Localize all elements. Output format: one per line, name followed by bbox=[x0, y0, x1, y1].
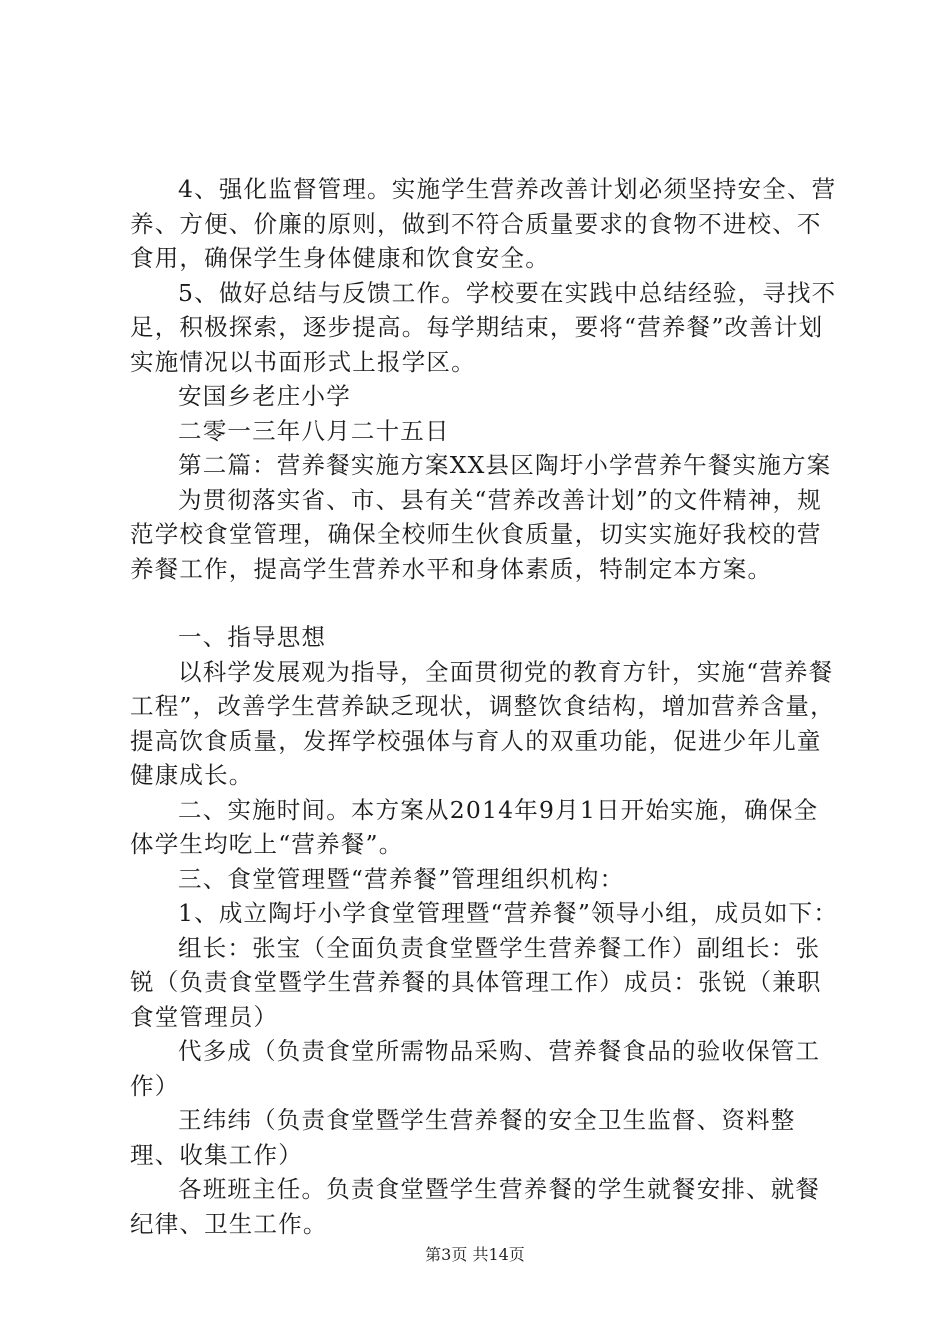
paragraph-class-teachers: 各班班主任。负责食堂暨学生营养餐的学生就餐安排、就餐纪律、卫生工作。 bbox=[130, 1175, 821, 1238]
paragraph-school-signature: 安国乡老庄小学 bbox=[178, 382, 351, 410]
page-footer bbox=[0, 1242, 950, 1265]
paragraph-section-two-title: 第二篇：营养餐实施方案XX县区陶圩小学营养午餐实施方案 bbox=[178, 451, 832, 479]
heading-organization: 三、食堂管理暨“营养餐”管理组织机构： bbox=[178, 864, 625, 893]
paragraph-purpose: 为贯彻落实省、市、县有关“营养改善计划”的文件精神，规范学校食堂管理，确保全校师生伙食质量，切实实施好我校的营养餐工作，提高学生营养水平和身体素质，特制定本方案。 bbox=[130, 485, 822, 583]
paragraph-date: 二零一三年八月二十五日 bbox=[178, 416, 450, 445]
paragraph-summary-feedback: 5、做好总结与反馈工作。学校要在实践中总结经验，寻找不足，积极探索，逐步提高。每学期结束，要将“营养餐”改善计划实施情况以书面形式上报学区。 bbox=[130, 278, 837, 376]
paragraph-member-procurement: 代多成（负责食堂所需物品采购、营养餐食品的验收保管工作） bbox=[130, 1037, 821, 1100]
paragraph-member-safety: 王纬纬（负责食堂暨学生营养餐的安全卫生监督、资料整理、收集工作） bbox=[130, 1106, 796, 1169]
paragraph-leading-group: 1、成立陶圩小学食堂管理暨“营养餐”领导小组，成员如下： bbox=[178, 899, 839, 927]
document-body bbox=[130, 172, 842, 1241]
page-number: 第3页 共14页 bbox=[425, 1245, 525, 1264]
heading-guiding-thought: 一、指导思想 bbox=[178, 623, 327, 651]
paragraph-guiding-thought: 以科学发展观为指导，全面贯彻党的教育方针，实施“营养餐工程”，改善学生营养缺乏现状，调整饮食结构，增加营养含量，提高饮食质量，发挥学校强体与育人的双重功能，促进少年儿童健康成长。 bbox=[130, 657, 835, 789]
paragraph-group-leaders: 组长：张宝（全面负责食堂暨学生营养餐工作）副组长：张锐（负责食堂暨学生营养餐的具体管理工作）成员：张锐（兼职食堂管理员） bbox=[130, 933, 822, 1031]
paragraph-supervision: 4、强化监督管理。实施学生营养改善计划必须坚持安全、营养、方便、价廉的原则，做到不符合质量要求的食物不进校、不食用，确保学生身体健康和饮食安全。 bbox=[130, 175, 837, 272]
paragraph-implementation-time: 二、实施时间。本方案从2014年9月1日开始实施，确保全体学生均吃上“营养餐”。 bbox=[130, 795, 819, 858]
